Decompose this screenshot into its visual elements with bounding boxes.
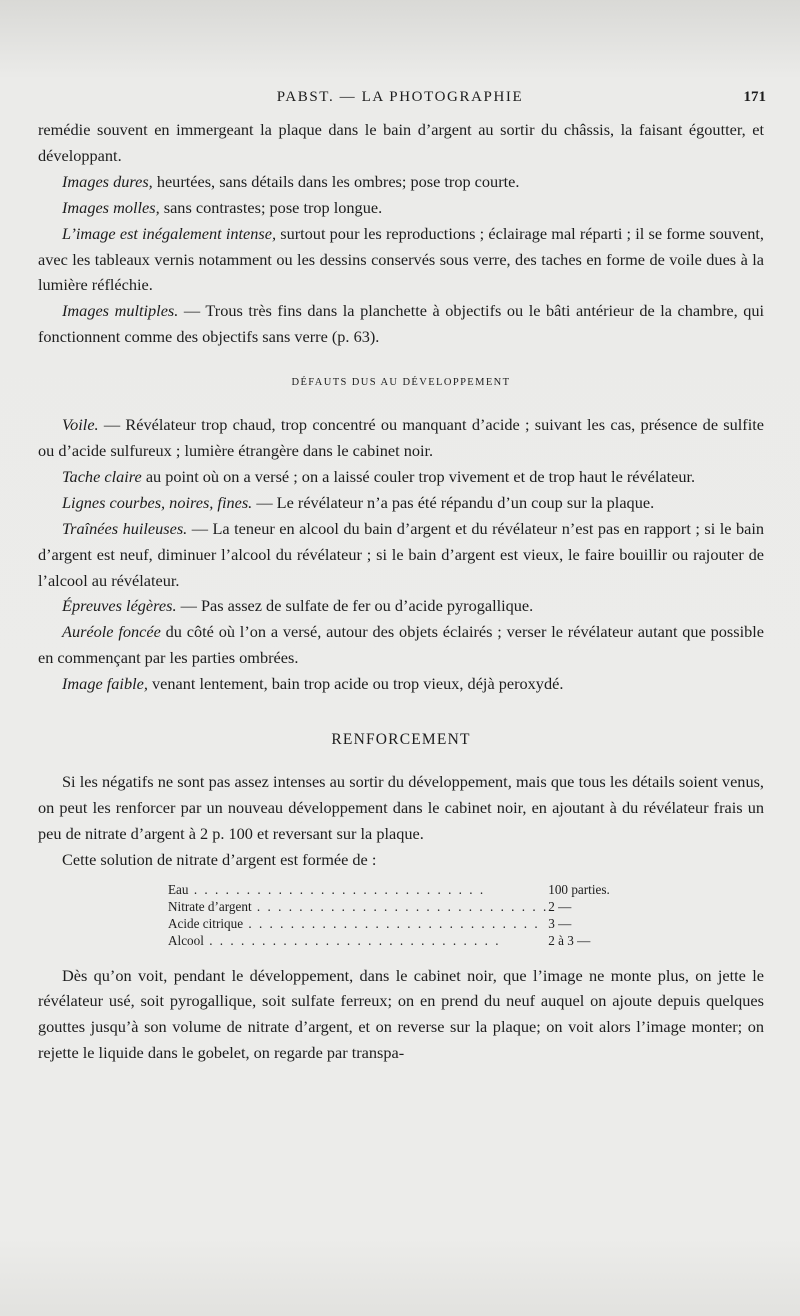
recipe-ingredient: Nitrate d’argent — [168, 898, 252, 914]
paragraph-text: — Pas assez de sulfate de fer ou d’acide pyrogallique. — [176, 596, 534, 616]
recipe-row: Eau . . . . . . . . . . . . . . . . . . . . . . . . . . . . 100 parties. — [168, 881, 610, 897]
recipe-ingredient: Eau — [168, 881, 189, 897]
page-header — [0, 89, 800, 113]
term: Auréole foncée — [62, 622, 161, 642]
paragraph-text: venant lentement, bain trop acide ou trop vieux, déjà peroxydé. — [147, 674, 564, 694]
paragraph-renforcement: Si les négatifs ne sont pas assez intenses au sortir du développement, mais que tous les détails soient venus, on peut les renforcer par un nouveau développement dans le cabinet noir, en ajoutant à du révélateur frais un peu de nitrate d’argent à 2 p. 100 et reversant sur la plaque. — [38, 771, 764, 843]
paragraph-text: — Le révélateur n’a pas été répandu d’un coup sur la plaque. — [252, 492, 655, 512]
paragraph-text: du côté où l’on a versé, autour des objets éclairés ; verser le révélateur autant que possible en commençant par les parties ombrées. — [38, 622, 764, 668]
term: Lignes courbes, noires, fines. — [62, 492, 253, 512]
paragraph-lignes-courbes — [38, 490, 764, 516]
paragraph-text: au point où on a versé ; on a laissé couler trop vivement et de trop haut le révélateur. — [141, 466, 696, 486]
page-body — [38, 117, 764, 1066]
paragraph-text: — Révélateur trop chaud, trop concentré ou manquant d’acide ; suivant les cas, présence de sulfite ou d’acide sulfureux ; lumière étrangère dans le cabinet noir. — [38, 415, 764, 460]
paragraph-image-faible — [38, 671, 764, 697]
term: Images molles, — [62, 197, 160, 217]
recipe-row: Alcool . . . . . . . . . . . . . . . . . . . . . . . . . . . . 2 à 3 — — [168, 932, 610, 949]
paragraph-images-molles — [38, 195, 764, 221]
page-number: 171 — [743, 89, 766, 105]
paragraph-trainees — [38, 516, 764, 594]
recipe-ingredient: Acide citrique — [168, 915, 244, 931]
recipe-quantity: 2 — — [548, 898, 572, 914]
recipe-row: Acide citrique . . . . . . . . . . . . . . . . . . . . . . . . . . . . 3 — — [168, 915, 610, 932]
recipe-table — [168, 881, 610, 949]
recipe-ingredient: Alcool — [168, 932, 204, 948]
paragraph-images-multiples — [38, 298, 764, 350]
term: Traînées huileuses. — [62, 518, 188, 538]
term: Images multiples. — [62, 301, 179, 321]
term: Épreuves légères. — [62, 596, 177, 616]
section-heading-defauts: DÉFAUTS DUS AU DÉVELOPPEMENT — [291, 377, 511, 389]
recipe-quantity: 100 parties. — [548, 881, 610, 897]
running-head: PABST. — LA PHOTOGRAPHIE — [276, 89, 524, 105]
recipe-quantity: 2 à 3 — — [548, 932, 591, 948]
paragraph-text: heurtées, sans détails dans les ombres; pose trop courte. — [152, 171, 520, 191]
term: Voile. — [62, 415, 99, 435]
paragraph-final: Dès qu’on voit, pendant le développement, dans le cabinet noir, que l’image ne monte plus, on jette le révélateur usé, soit pyrogallique, soit sulfate ferreux; on en prend du neuf auquel on ajoute depuis quelques gouttes jusqu’à son volume de nitrate d’argent, et on reverse sur la plaque; on voit alors l’image monter; on rejette le liquide dans le gobelet, on regarde par transpa- — [38, 965, 764, 1063]
paragraph-tache-claire — [38, 464, 764, 490]
paragraph-continuation: remédie souvent en immergeant la plaque dans le bain d’argent au sortir du châssis, la faisant égoutter, et développant. — [38, 120, 764, 165]
paragraph-epreuves-legeres — [38, 593, 764, 619]
paragraph-voile — [38, 412, 764, 464]
paragraph-text: — Trous très fins dans la planchette à objectifs ou le bâti antérieur de la chambre, qui fonctionnent comme des objectifs sans verre (p. 63). — [38, 301, 765, 347]
term: L’image est inégalement intense, — [62, 223, 277, 243]
term: Tache claire — [62, 466, 142, 486]
paragraph-text: surtout pour les reproductions ; éclairage mal réparti ; il se forme souvent, avec les tableaux vernis notamment ou les dessins conservés sous verre, des taches en forme de voile dues à la lumière réfléchie. — [38, 223, 765, 295]
paragraph-images-dures — [38, 169, 764, 195]
paragraph-aureole — [38, 619, 764, 671]
section-heading-renforcement: RENFORCEMENT — [331, 731, 471, 749]
term: Images dures, — [62, 171, 153, 191]
paragraph-solution-intro: Cette solution de nitrate d’argent est formée de : — [62, 849, 377, 869]
recipe-quantity: 3 — — [548, 915, 572, 931]
paragraph-text: — La teneur en alcool du bain d’argent et du révélateur n’est pas en rapport ; si le bain d’argent est neuf, diminuer l’alcool du révélateur ; si le bain d’argent est vieux, le faire bouillir ou rajouter de l’alcool au révélateur. — [38, 518, 764, 590]
recipe-row: Nitrate d’argent . . . . . . . . . . . . . . . . . . . . . . . . . . . . 2 — — [168, 898, 610, 915]
paragraph-image-inegale — [38, 221, 764, 299]
term: Image faible, — [62, 674, 148, 694]
paragraph-text: sans contrastes; pose trop longue. — [159, 197, 383, 217]
